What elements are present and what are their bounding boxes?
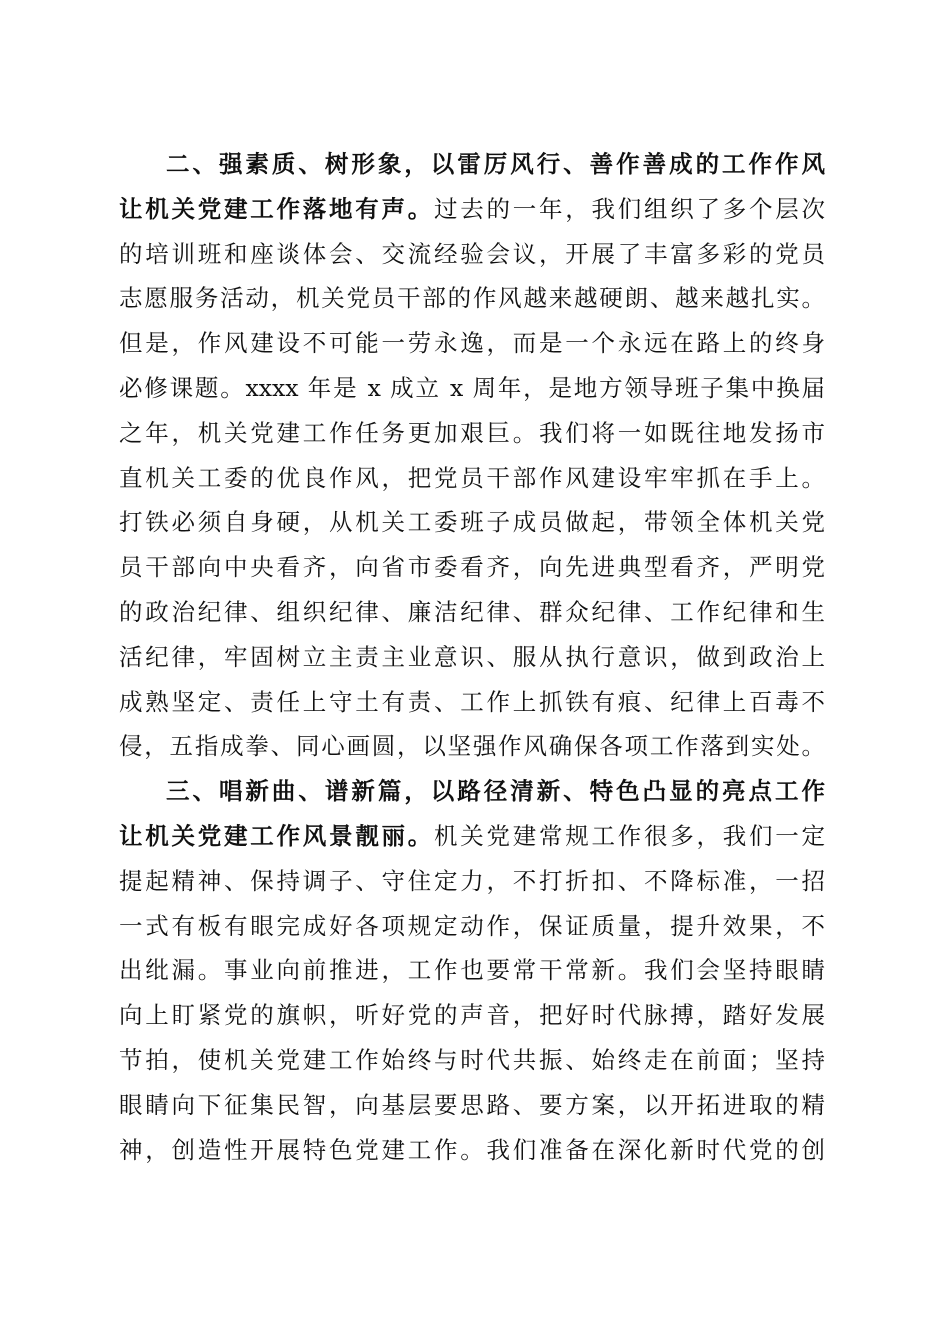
line-text: 成熟坚定、责任上守土有责、工作上抓铁有痕、纪律上百毒不 (119, 687, 825, 716)
text-line (119, 859, 825, 904)
text-line (119, 321, 825, 366)
line-text: 直机关工委的优良作风，把党员干部作风建设牢牢抓在手上。 (119, 463, 825, 492)
text-line (119, 411, 825, 456)
text-line (119, 590, 825, 635)
text-line (119, 545, 825, 590)
text-line (119, 232, 825, 277)
line-text: 之年，机关党建工作任务更加艰巨。我们将一如既往地发扬市 (119, 418, 825, 447)
text-line (119, 1038, 825, 1083)
text-line (119, 456, 825, 501)
line-text: 的政治纪律、组织纪律、廉洁纪律、群众纪律、工作纪律和生 (119, 597, 825, 626)
section-heading: 让机关党建工作落地有声。 (119, 194, 434, 223)
line-text: 眼睛向下征集民智，向基层要思路、要方案，以开拓进取的精 (119, 1090, 825, 1119)
text-line (119, 1083, 825, 1128)
line-text: 出纰漏。事业向前推进，工作也要常干常新。我们会坚持眼睛 (119, 956, 825, 985)
line-text: 过去的一年，我们组织了多个层次 (434, 194, 825, 223)
text-line (119, 724, 825, 769)
document-page (119, 142, 825, 1172)
text-line (119, 366, 825, 411)
line-text: 活纪律，牢固树立主责主业意识、服从执行意识，做到政治上 (119, 642, 825, 671)
line-text: 机关党建常规工作很多，我们一定 (434, 821, 825, 850)
line-text: 向上盯紧党的旗帜，听好党的声音，把好时代脉搏，踏好发展 (119, 1001, 825, 1030)
section-heading: 三、唱新曲、谱新篇，以路径清新、特色凸显的亮点工作 (166, 777, 825, 806)
text-line (119, 1128, 825, 1173)
text-line (119, 500, 825, 545)
line-text: 神，创造性开展特色党建工作。我们准备在深化新时代党的创 (119, 1135, 825, 1164)
line-text: 员干部向中央看齐，向省市委看齐，向先进典型看齐，严明党 (119, 553, 825, 582)
text-line (119, 276, 825, 321)
text-line (119, 187, 825, 232)
text-line (119, 635, 825, 680)
text-line (119, 993, 825, 1038)
line-text: 提起精神、保持调子、守住定力，不打折扣、不降标准，一招 (119, 866, 825, 895)
text-line (119, 680, 825, 725)
line-text: 侵，五指成拳、同心画圆，以坚强作风确保各项工作落到实处。 (119, 732, 825, 761)
text-line (119, 142, 825, 187)
line-text: 打铁必须自身硬，从机关工委班子成员做起，带领全体机关党 (119, 508, 825, 537)
line-text: 的培训班和座谈体会、交流经验会议，开展了丰富多彩的党员 (119, 239, 825, 268)
text-line (119, 904, 825, 949)
text-line (119, 814, 825, 859)
line-text: 节拍，使机关党建工作始终与时代共振、始终走在前面；坚持 (119, 1045, 825, 1074)
text-line (119, 769, 825, 814)
line-text: 一式有板有眼完成好各项规定动作，保证质量，提升效果，不 (119, 911, 825, 940)
section-heading: 二、强素质、树形象，以雷厉风行、善作善成的工作作风 (166, 150, 825, 178)
section-heading: 让机关党建工作风景靓丽。 (119, 821, 434, 850)
text-line (119, 948, 825, 993)
line-text: 必修课题。xxxx 年是 x 成立 x 周年，是地方领导班子集中换届 (119, 373, 825, 402)
line-text: 但是，作风建设不可能一劳永逸，而是一个永远在路上的终身 (119, 329, 825, 358)
line-text: 志愿服务活动，机关党员干部的作风越来越硬朗、越来越扎实。 (119, 284, 825, 313)
